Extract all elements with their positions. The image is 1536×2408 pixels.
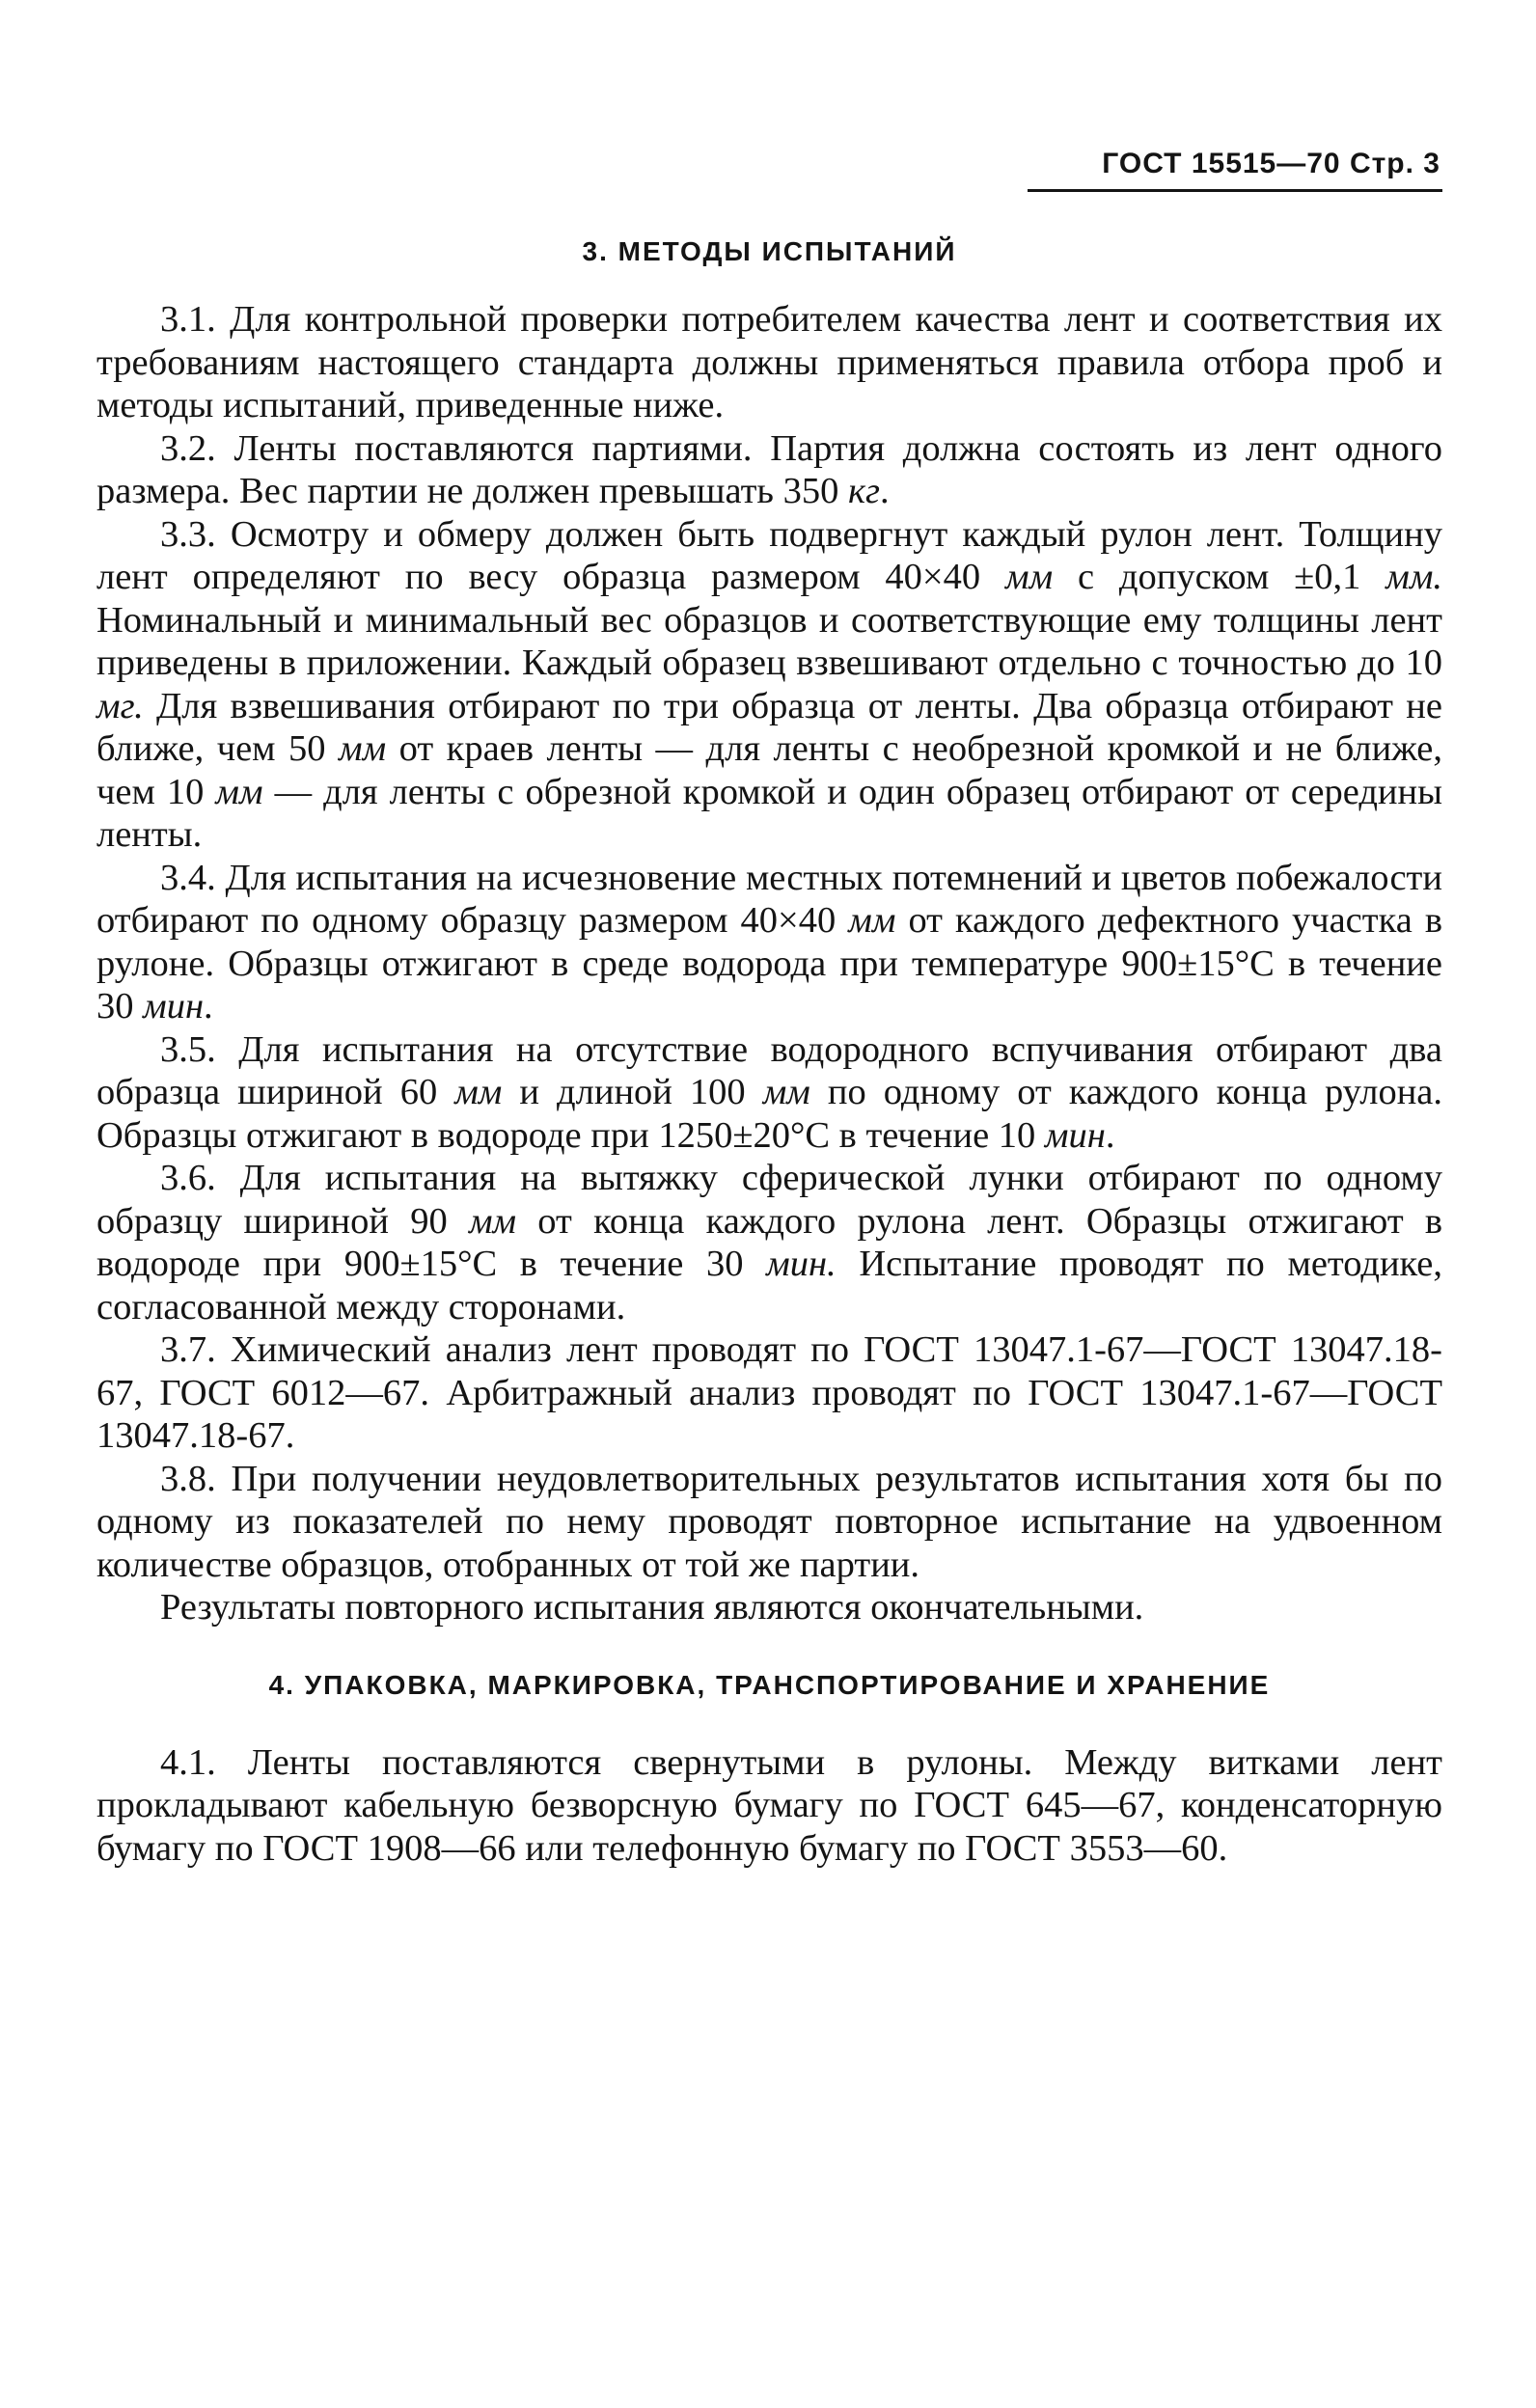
paragraph-text: и длиной 100 — [519, 1072, 746, 1112]
paragraph-3-6 — [96, 1157, 1442, 1328]
unit-label: мм — [215, 771, 263, 812]
unit-label: мм — [762, 1072, 810, 1112]
header-rule — [1028, 189, 1442, 192]
unit-label: мг. — [96, 685, 144, 726]
running-header: ГОСТ 15515—70 Стр. 3 — [1102, 148, 1440, 179]
paragraph-text: 3.4. Для испытания на исчезновение местных потемнений и цветов побежалости отбирают по одному образцу размером 40×40 — [96, 857, 1442, 941]
paragraph-3-4 — [96, 857, 1442, 1028]
paragraph-text: Испытание проводят по методике, согласованной между сторонами. — [96, 1244, 1443, 1327]
unit-label: мм. — [1385, 557, 1443, 597]
paragraph-text: . — [204, 986, 213, 1026]
unit-label: мин. — [766, 1244, 837, 1284]
paragraph-3-7: 3.7. Химический анализ лент проводят по ГОСТ 13047.1-67—ГОСТ 13047.18-67, ГОСТ 6012—67. Арбитражный анализ проводят по ГОСТ 13047.1-67—ГОСТ 13047.18-67. — [96, 1329, 1442, 1456]
paragraph-3-5 — [96, 1028, 1442, 1158]
paragraph-text: 3.2. Ленты поставляются партиями. Партия должна состоять из лент одного размера. Вес партии не должен превышать 350 — [96, 427, 1442, 511]
unit-label: мин — [1044, 1114, 1106, 1156]
section-heading-3: 3. МЕТОДЫ ИСПЫТАНИЙ — [582, 236, 957, 266]
unit-label: мм — [468, 1200, 517, 1242]
section-heading-4: 4. УПАКОВКА, МАРКИРОВКА, ТРАНСПОРТИРОВАНИЕ И ХРАНЕНИЕ — [268, 1669, 1271, 1700]
paragraph-text: 3.6. Для испытания на вытяжку сферической лунки отбирают по одному образцу шириной 90 — [96, 1158, 1442, 1242]
paragraph-text: 3.3. Осмотру и обмеру должен быть подвергнут каждый рулон лент. Толщину лент определяют по весу образца размером 40×40 — [96, 513, 1442, 597]
paragraph-3-2 — [96, 427, 1442, 513]
unit-label: мм — [339, 728, 387, 769]
paragraph-text: от конца каждого рулона лент. Образцы отжигают в водороде при 900±15°С в течение 30 — [96, 1200, 1443, 1284]
paragraph-text: от каждого дефектного участка в рулоне. Образцы отжигают в среде водорода при температуре 900±15°С в течение 30 — [96, 900, 1443, 1026]
paragraph-text: с допуском ±0,1 — [1077, 557, 1361, 597]
unit-label: мм — [848, 900, 896, 941]
paragraph-text: . — [879, 471, 890, 511]
paragraph-3-3 — [96, 513, 1442, 857]
paragraph-text: от краев ленты — для ленты с необрезной кромкой и не ближе, чем 10 — [96, 728, 1443, 812]
paragraph-text: 3.5. Для испытания на отсутствие водородного вспучивания отбирают два образца шириной 60 — [96, 1028, 1442, 1112]
paragraph-text: . — [1105, 1114, 1115, 1156]
unit-label: мм — [1005, 557, 1054, 597]
paragraph-text: Номинальный и минимальный вес образцов и соответствующие ему толщины лент приведены в приложении. Каждый образец взвешивают отдельно с точностью до 10 — [96, 599, 1442, 683]
paragraph-3-1: 3.1. Для контрольной проверки потребителем качества лент и соответствия их требованиям настоящего стандарта должны применяться правила отбора проб и методы испытаний, приведенные ниже. — [96, 299, 1442, 425]
document-page — [96, 145, 1442, 1870]
unit-label: мин — [143, 986, 205, 1026]
paragraph-text: Для взвешивания отбирают по три образца от ленты. Два образца отбирают не ближе, чем 50 — [96, 685, 1442, 769]
unit-label: кг — [847, 471, 880, 511]
paragraph-3-8: 3.8. При получении неудовлетворительных результатов испытания хотя бы по одному из показателей по нему проводят повторное испытание на удвоенном количестве образцов, отобранных от той же партии. — [96, 1458, 1442, 1585]
paragraph-4-1: 4.1. Ленты поставляются свернутыми в рулоны. Между витками лент прокладывают кабельную безворсную бумагу по ГОСТ 645—67, конденсаторную бумагу по ГОСТ 1908—66 или телефонную бумагу по ГОСТ 3553—60. — [96, 1741, 1442, 1869]
paragraph-text: по одному от каждого конца рулона. Образцы отжигают в водороде при 1250±20°С в течение 10 — [96, 1072, 1443, 1156]
paragraph-text: — для ленты с обрезной кромкой и один образец отбирают от середины ленты. — [96, 771, 1442, 855]
paragraph-3-8-result: Результаты повторного испытания являются окончательными. — [160, 1587, 1144, 1628]
unit-label: мм — [454, 1072, 503, 1112]
